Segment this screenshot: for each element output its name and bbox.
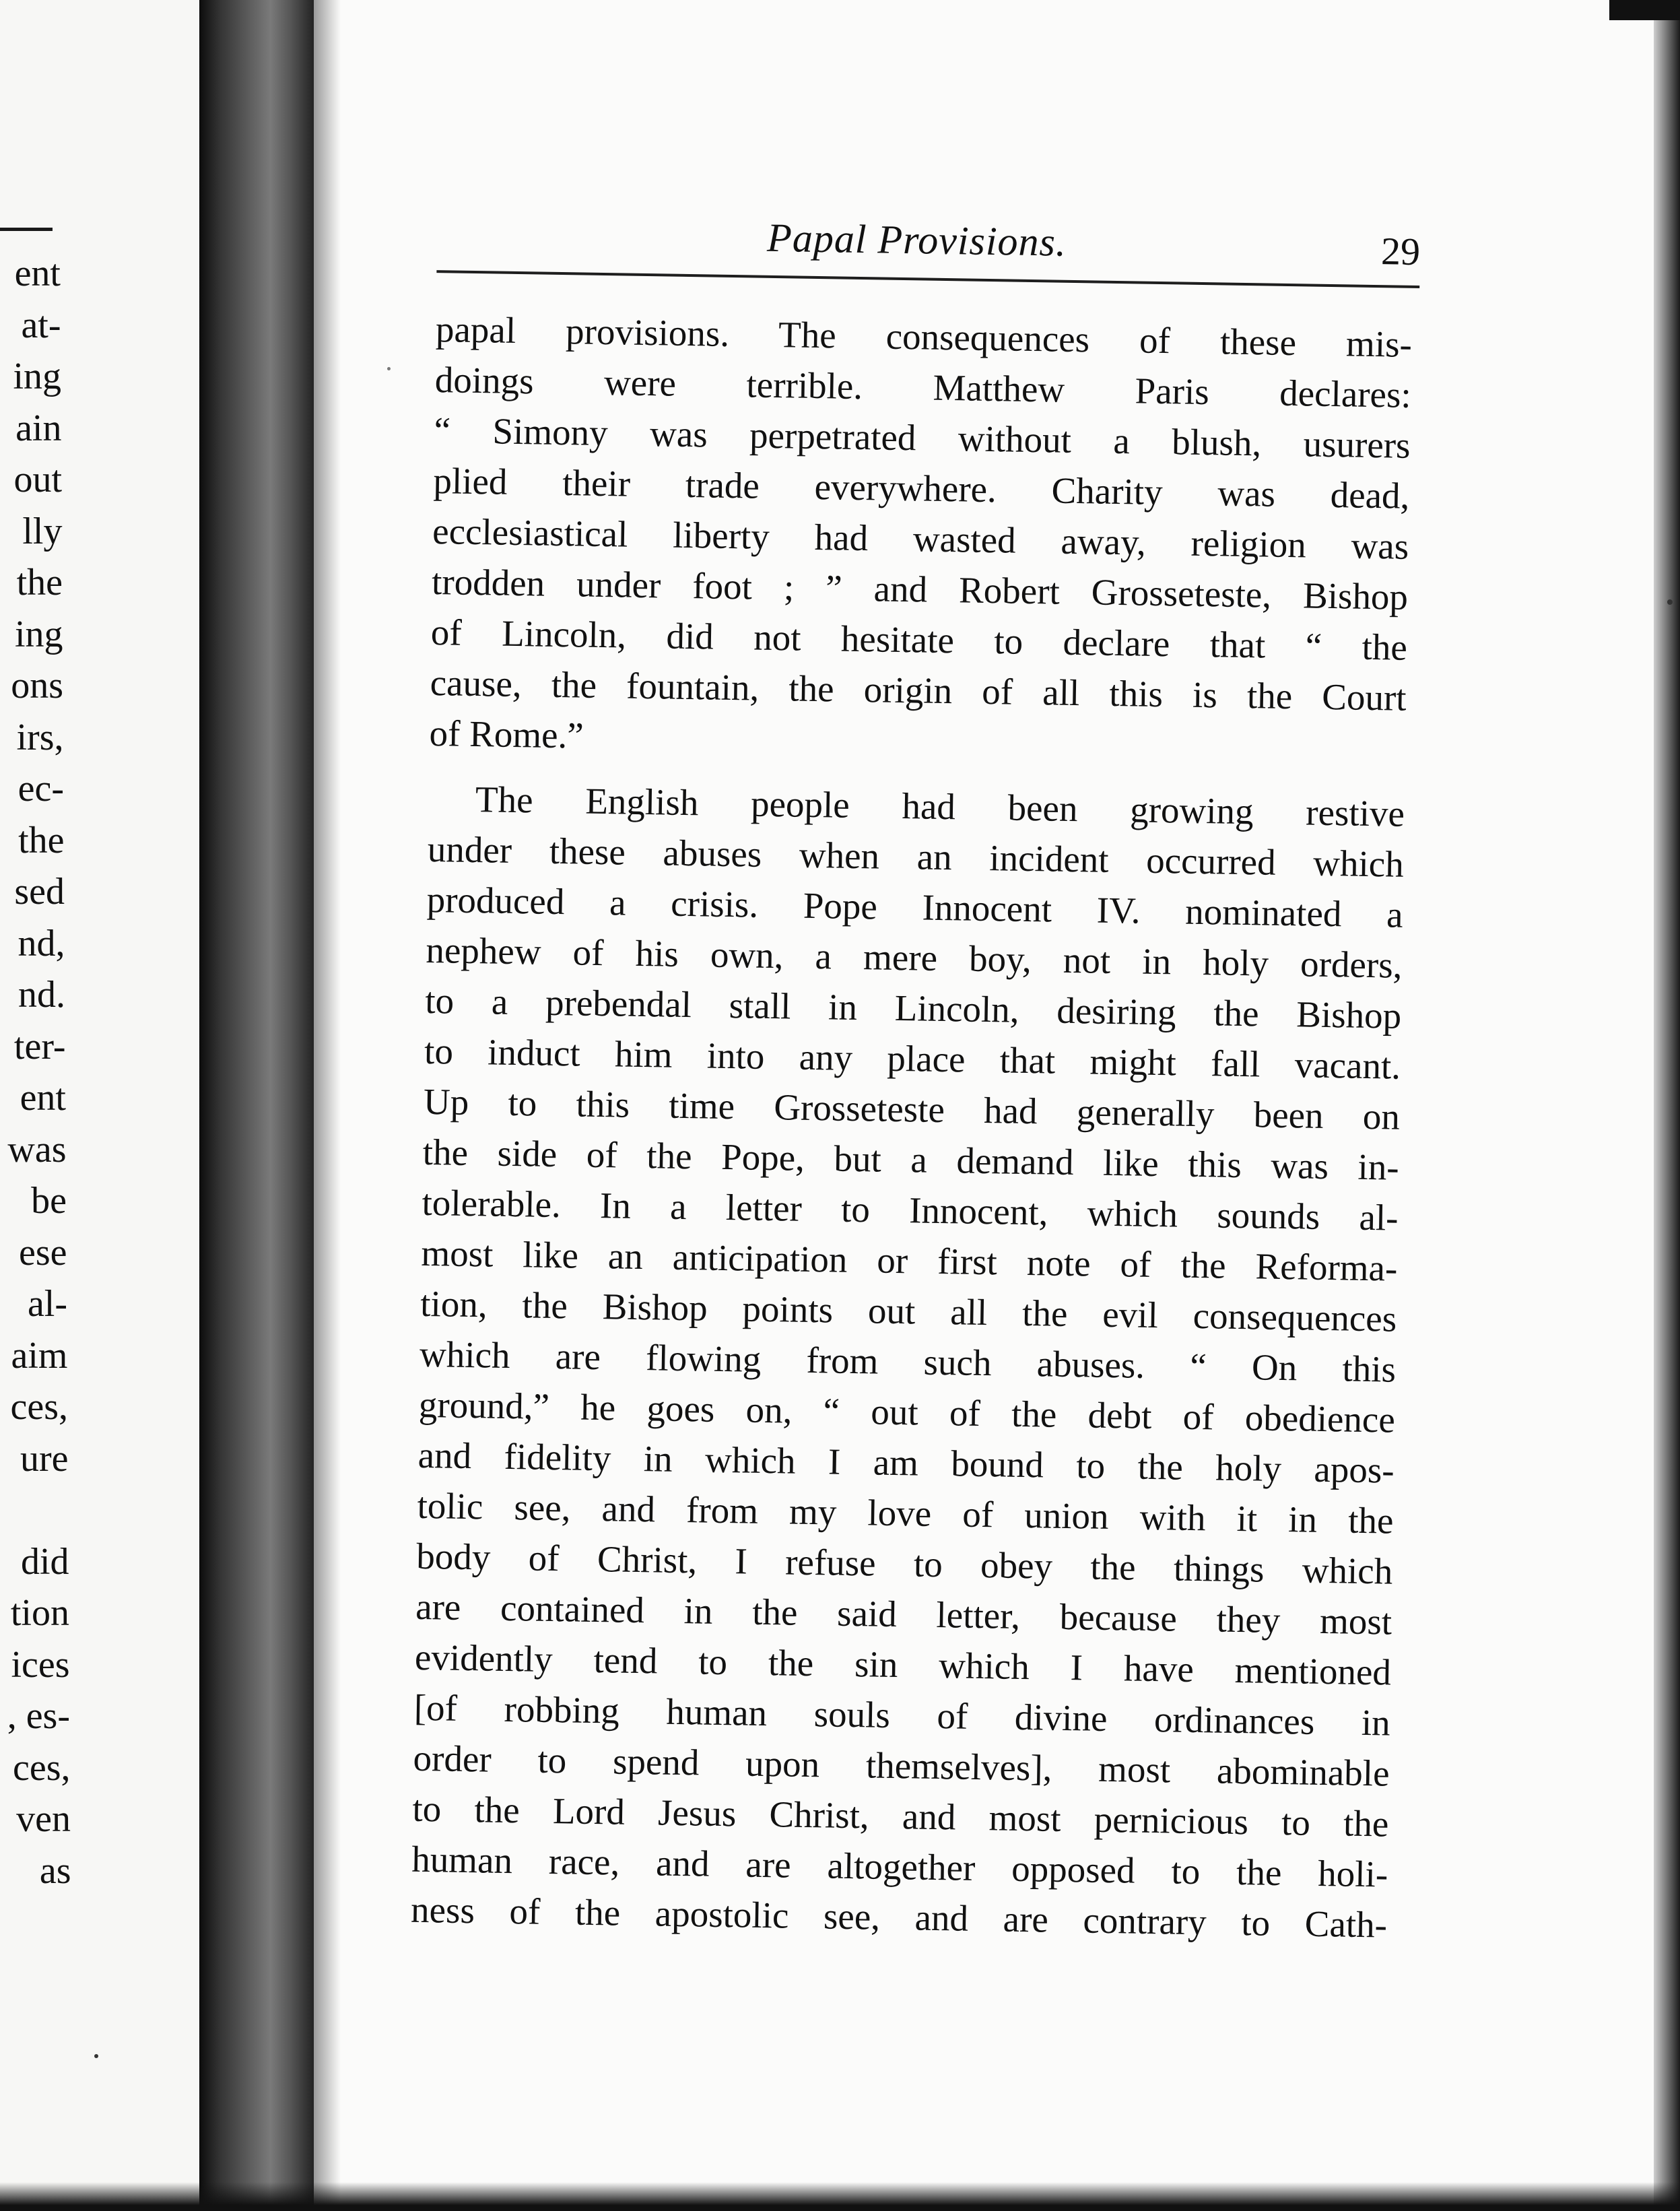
page-number: 29 (1380, 229, 1421, 274)
left-page-line: ec- (18, 768, 64, 810)
left-page-line: ing (14, 613, 63, 655)
scan-speck (1667, 599, 1673, 605)
text-line: nephew of his own, a mere boy, not in holy orders, (426, 929, 1403, 986)
left-page-rule (0, 228, 53, 231)
scan-speck (387, 367, 391, 370)
left-page-line: aim (11, 1334, 68, 1377)
left-page-line: ces, (12, 1746, 71, 1789)
left-page-line: irs, (16, 716, 64, 758)
left-page-line: be (31, 1180, 67, 1222)
text-line: papal provisions. The consequences of these mis- (435, 308, 1413, 365)
left-page-line: ter- (13, 1025, 66, 1067)
text-line: ground,” he goes on, “ out of the debt of obedience (418, 1383, 1396, 1441)
text-line: tolerable. In a letter to Innocent, which sounds al- (422, 1181, 1399, 1239)
left-page-line: ing (13, 356, 61, 397)
text-line: to the Lord Jesus Christ, and most pernicious to the (412, 1787, 1389, 1845)
left-page-line: at- (21, 304, 61, 346)
page-header (390, 202, 1421, 279)
left-page-line: nd, (18, 922, 65, 964)
text-line: ness of the apostolic see, and are contrary to Cath- (410, 1888, 1388, 1946)
text-line: of Lincoln, did not hesitate to declare that “ the (430, 612, 1408, 668)
text-line: The English people had been growing restive (475, 779, 1405, 834)
book-gutter-shadow (199, 0, 314, 2211)
left-page-line: ven (16, 1798, 71, 1840)
left-page-line: ent (14, 253, 61, 294)
text-line: which are flowing from such abuses. “ On this (419, 1333, 1397, 1390)
left-page-line: ces, (10, 1386, 68, 1428)
left-page-line: ent (20, 1077, 66, 1119)
text-line: body of Christ, I refuse to obey the things which (415, 1535, 1393, 1592)
left-facing-page (0, 0, 202, 2211)
scan-speck (94, 2054, 98, 2058)
text-line: under these abuses when an incident occurred which (427, 828, 1405, 885)
text-line: are contained in the said letter, because they most (415, 1585, 1392, 1643)
text-line: “ Simony was perpetrated without a blush, usurers (434, 409, 1411, 466)
left-page-line: nd. (18, 974, 65, 1016)
text-line: plied their trade everywhere. Charity was dead, (433, 460, 1410, 517)
left-page-line: was (7, 1128, 67, 1170)
paragraph (429, 304, 1412, 774)
text-line: most like an anticipation or first note of the Reforma- (421, 1232, 1398, 1289)
text-line: doings were terrible. Matthew Paris declares: (434, 359, 1412, 416)
left-page-line: ain (15, 407, 62, 449)
text-line: trodden under foot ; ” and Robert Grosseteste, Bishop (431, 561, 1409, 618)
left-page-line: ices (11, 1643, 70, 1686)
paragraph (411, 773, 1405, 1950)
text-line: ecclesiastical liberty had wasted away, religion was (432, 510, 1409, 567)
left-page-line: did (20, 1540, 69, 1583)
text-line: tolic see, and from my love of union with it in the (417, 1484, 1394, 1542)
running-head: Papal Provisions. (766, 215, 1067, 265)
left-page-line: as (39, 1849, 71, 1892)
left-page-line: out (13, 459, 62, 500)
text-line: human race, and are altogether opposed to the holi- (411, 1838, 1388, 1895)
text-line: cause, the fountain, the origin of all this is the Court (430, 662, 1407, 719)
left-page-line: ons (11, 665, 63, 706)
text-line: and fidelity in which I am bound to the holy apos- (417, 1434, 1395, 1491)
page-top-corner (1609, 0, 1680, 20)
left-page-line: ese (18, 1231, 67, 1274)
text-line: tion, the Bishop points out all the evil consequences (419, 1282, 1397, 1340)
text-line: [of robbing human souls of divine ordinances in (413, 1686, 1391, 1744)
body-text (411, 304, 1413, 1950)
page-bottom-edge (0, 2182, 1680, 2211)
left-page-line: al- (27, 1283, 67, 1325)
text-line: of Rome.” (429, 713, 584, 756)
book-page (390, 202, 1421, 1946)
left-page-line: , es- (7, 1695, 70, 1737)
text-line: produced a crisis. Pope Innocent IV. nominated a (426, 878, 1404, 935)
left-page-line: sed (14, 871, 65, 913)
left-page-line: the (18, 819, 65, 861)
left-page-line: lly (22, 510, 63, 552)
text-line: to a prebendal stall in Lincoln, desiring the Bishop (424, 979, 1402, 1036)
left-page-line: the (16, 562, 63, 603)
left-page-line: ure (20, 1437, 69, 1480)
text-line: the side of the Pope, but a demand like this was in- (422, 1131, 1400, 1188)
page-right-edge (1654, 0, 1680, 2211)
text-line: evidently tend to the sin which I have mentioned (414, 1636, 1392, 1693)
gutter-fade (314, 0, 341, 2211)
text-line: Up to this time Grosseteste had generally been on (423, 1080, 1401, 1137)
text-line: order to spend upon themselves], most abominable (413, 1737, 1390, 1794)
left-page-line: tion (10, 1592, 69, 1634)
text-line: to induct him into any place that might fall vacant. (424, 1030, 1401, 1087)
